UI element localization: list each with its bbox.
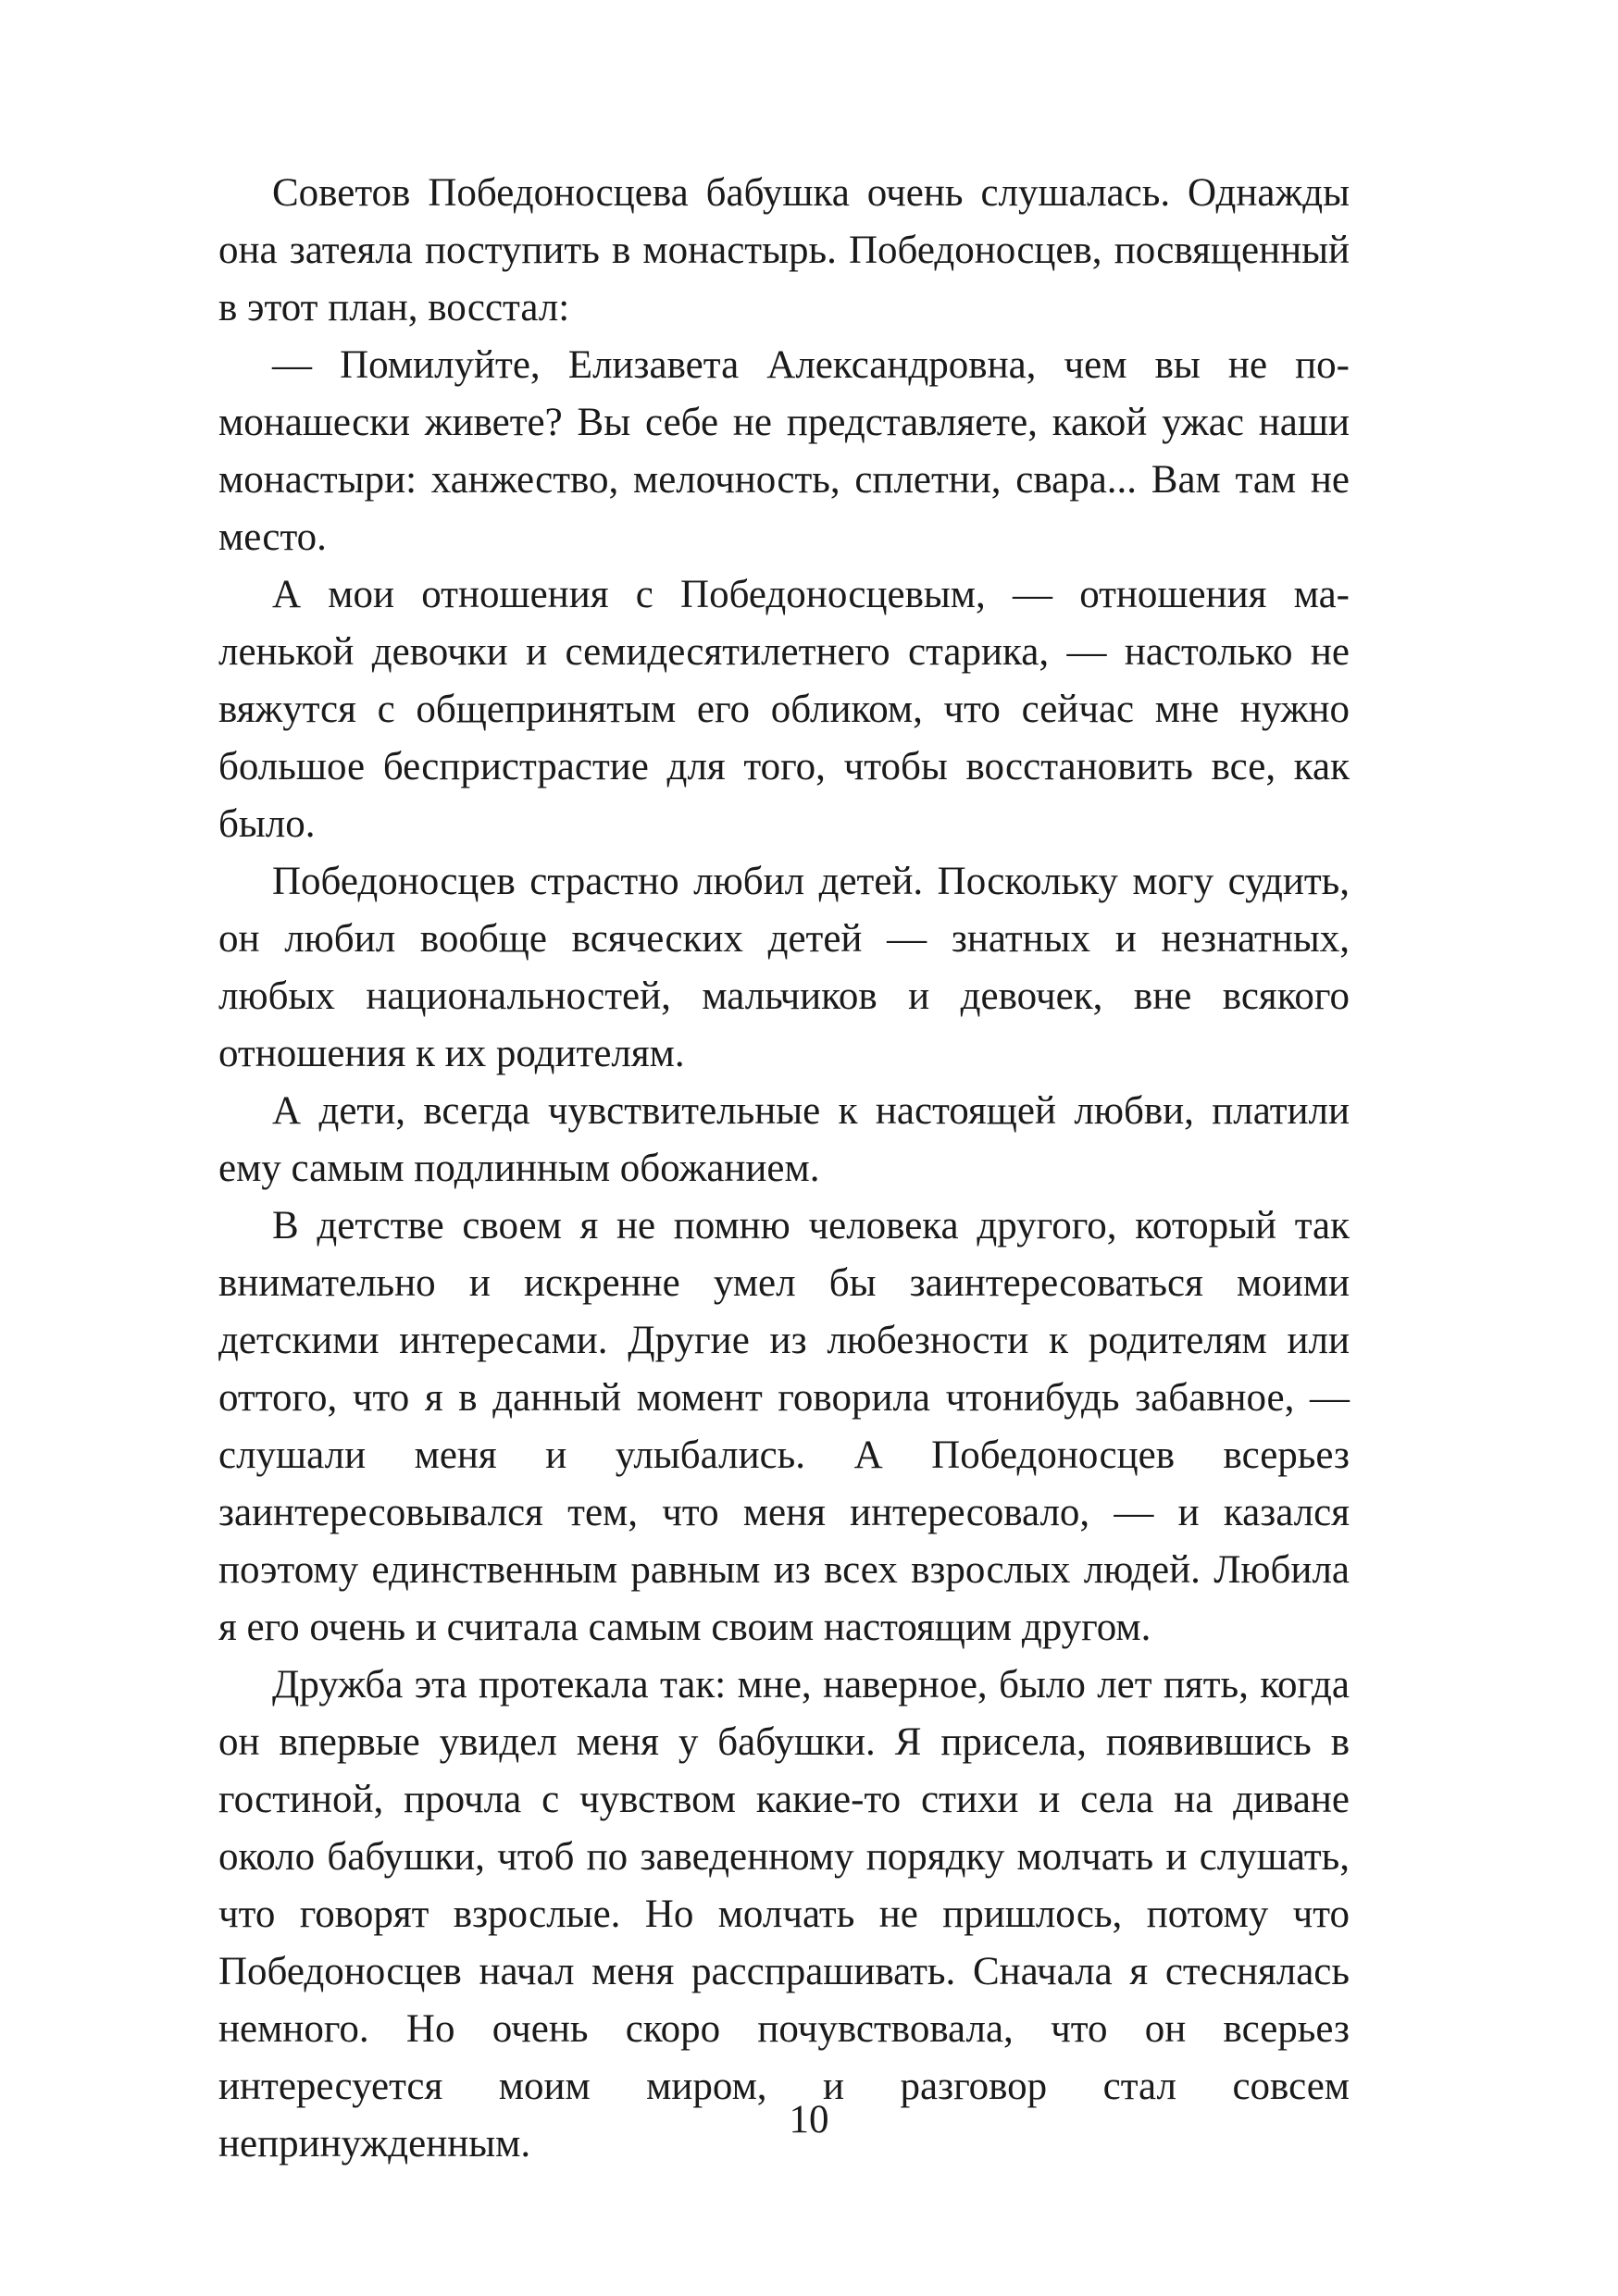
page-number: 10 <box>789 2098 829 2141</box>
paragraph: Советов Победоносцева бабушка очень слушалась. Однажды она затеяла поступить в монастырь. Победоносцев, посвященный в этот план, восстал: <box>218 171 1350 329</box>
paragraph: А мои отношения с Победоносцевым, — отношения маленькой девочки и семидесятилетнего старика, — настолько не вяжутся с общепринятым его обликом, что сейчас мне нужно большое беспристрастие для того, чтобы восстановить все, как было. <box>218 573 1350 846</box>
paragraph: В детстве своем я не помню человека другого, который так внимательно и искренне умел бы заинтересоваться моими детскими интересами. Другие из любезности к родителям или оттого, что я в данный момент говорила чтонибудь забавное, — слушали меня и улыбались. А Победоносцев всерьез заинтересовывался тем, что меня интересовало, — и казался поэтому единственным равным из всех взрослых людей. Любила я его очень и считала самым своим настоящим другом. <box>218 1204 1350 1649</box>
paragraph: Дружба эта протекала так: мне, наверное, было лет пять, когда он впервые увидел меня у бабушки. Я присела, появившись в гостиной, прочла с чувством какие-то стихи и села на диване около бабушки, чтоб по заведенному порядку молчать и слушать, что говорят взрослые. Но молчать не пришлось, потому что Победоносцев начал меня расспрашивать. Сначала я стеснялась немного. Но очень скоро почувствовала, что он всерьез интересуется моим миром, и разговор стал совсем непринужденным. <box>218 1663 1350 2166</box>
paragraph: — Помилуйте, Елизавета Александровна, чем вы не помонашески живете? Вы себе не представляете, какой ужас наши монастыри: ханжество, мелочность, сплетни, свара... Вам там не место. <box>218 343 1350 559</box>
body-text <box>218 165 1350 2173</box>
paragraph: Победоносцев страстно любил детей. Поскольку могу судить, он любил вообще всяческих детей — знатных и незнатных, любых национальностей, мальчиков и девочек, вне всякого отношения к их родителям. <box>218 860 1350 1075</box>
paragraph: А дети, всегда чувствительные к настоящей любви, платили ему самым подлинным обожанием. <box>218 1089 1350 1190</box>
